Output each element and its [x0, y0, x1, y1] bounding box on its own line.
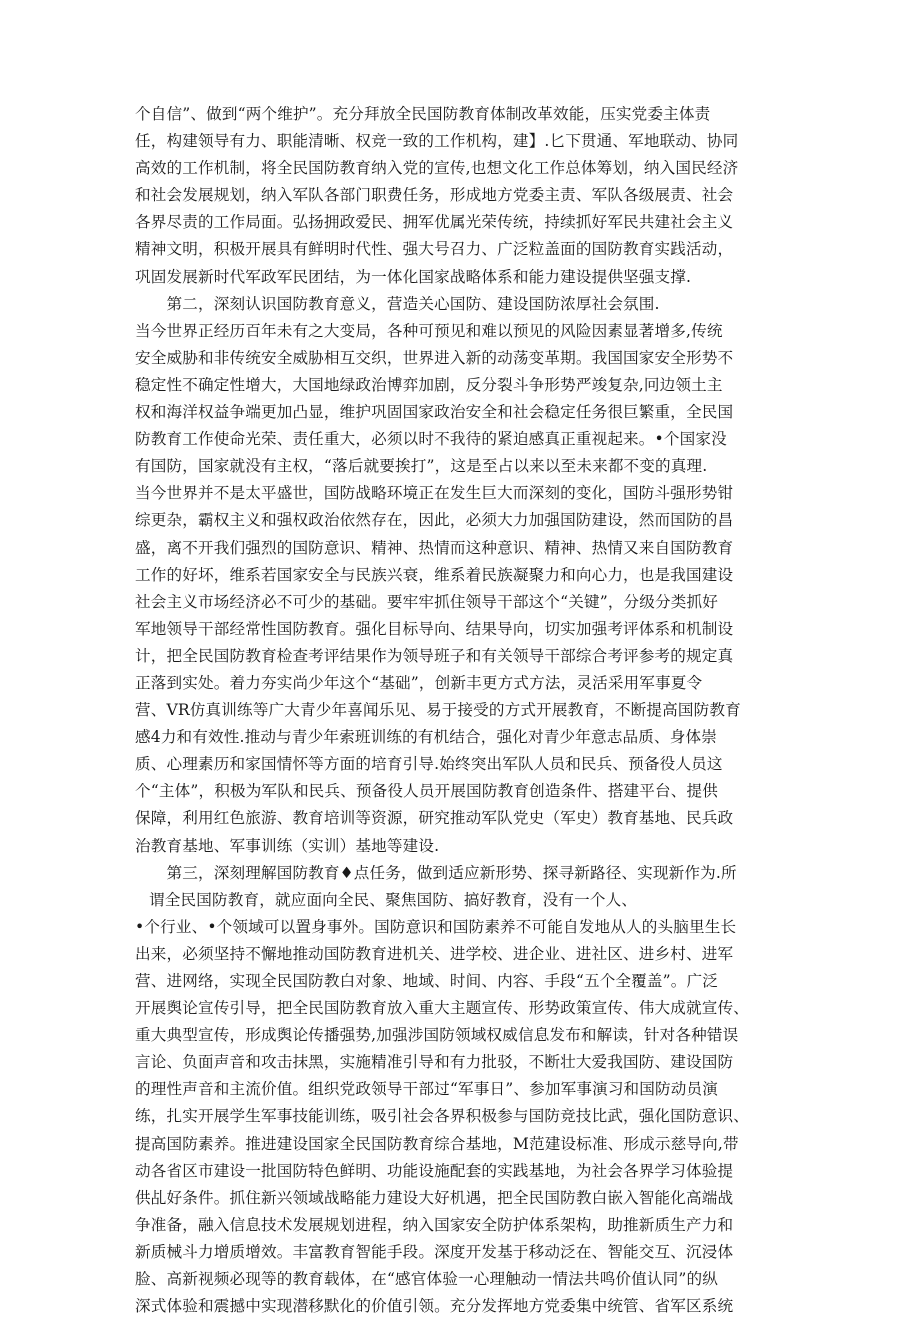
text-line: 营、VR仿真训练等广大青少年喜闻乐见、易于接受的方式开展教育，不断提高国防教育	[135, 701, 741, 720]
text-line: 脸、高新视频必现等的教育载体，在“感官体验一心理触动一情法共鸣价值认同”的纵	[135, 1270, 719, 1289]
text-line: 重大典型宣传，形成舆论传播强势,加强涉国防领域权威信息发布和解读，针对各种错误	[135, 1026, 739, 1045]
text-line: 争准备，融入信息技术发展规划进程，纳入国家安全防护体系架构，助推新质生产力和	[135, 1215, 734, 1234]
text-line: •个行业、•个领域可以置身事外。国防意识和国防素养不可能自发地从人的头脑里生长	[135, 917, 737, 936]
text-line: 和社会发展规划，纳入军队各部门职费任务，形成地方党委主责、军队各级展责、社会	[135, 186, 734, 205]
text-line: 有国防，国家就没有主权，“落后就要挨打”，这是至占以来以至未来都不变的真理.	[135, 457, 708, 476]
text-line: 军地领导干部经常性国防教育。强化目标导向、结果导向，切实加强考评体系和机制设	[135, 619, 734, 638]
text-line: 治教育基地、军事训练（实训）基地等建设.	[135, 836, 440, 855]
text-line: 巩固发展新时代军政军民团结，为一体化国家战略体系和能力建设提供坚强支撑.	[135, 267, 692, 286]
text-line: 新质械斗力增质增效。丰富教育智能手段。深度开发基于移动泛在、智能交互、沉浸体	[135, 1242, 734, 1261]
text-line: 个自信”、做到“两个维护”。充分拜放全民国防教育体制改革效能，压实党委主体责	[135, 105, 711, 123]
text-line: 练，扎实开展学生军事技能训练，吸引社会各界积极参与国防竞技比武，强化国防意识、	[135, 1107, 750, 1126]
text-line: 开展舆论宣传引导，把全民国防教育放入重大主题宣传、形势政策宣传、伟大成就宣传、	[135, 999, 750, 1018]
text-line: 个“主体”，积极为军队和民兵、预备役人员开展国防教育创造条件、搭建平台、提供	[135, 782, 719, 801]
text-line: 精神文明，积极开展具有鲜明时代性、强大号召力、广泛粒盖面的国防教育实践活动，	[135, 240, 734, 259]
text-line: 正落到实处。着力夯实尚少年这个“基础”，创新丰更方式方法，灵活采用军事夏令	[135, 673, 703, 692]
text-line: 当今世界正经历百年未有之大变局，各种可预见和难以预见的风险因素显著增多,传统	[135, 321, 723, 340]
text-line: 保障，利用红色旅游、教育培训等资源，研究推动军队党史（军史）教育基地、民兵政	[135, 809, 734, 828]
text-line: 任，构建领导有力、职能清晰、权竞一致的工作机构，建】.匕下贯通、军地联动、协同	[135, 132, 739, 151]
document-body	[135, 101, 790, 1320]
text-line: 第二，深刻认识国防教育意义，营造关心国防、建设国防浓厚社会氛围.	[135, 294, 660, 313]
text-line: 第三，深刻理解国防教育♦点任务，做到适应新形势、探寻新路径、实现新作为.所	[135, 863, 737, 882]
text-line: 当今世界并不是太平盛世，国防战略环境正在发生巨大而深刻的变化，国防斗强形势钳	[135, 484, 734, 503]
text-line: 高效的工作机制，将全民国防教育纳入党的宣传,也想文化工作总体筹划，纳入国民经济	[135, 159, 739, 178]
text-line: 工作的好坏，维系若国家安全与民族兴衰，维系着民族凝聚力和向心力，也是我国建设	[135, 565, 734, 584]
text-line: 提高国防素养。推进建设国家全民国防教育综合基地，M范建设标准、形成示慈导向,带	[135, 1134, 739, 1153]
text-line: 的理性声音和主流价值。组织党政领导干部过“军事日”、参加军事演习和国防动员演	[135, 1080, 719, 1099]
text-line: 营、进网络，实现全民国防教白对象、地域、时间、内容、手段“五个全覆盖”。广泛	[135, 972, 719, 990]
text-line: 综更杂，霸权主义和强权政治依然存在，因此，必须大力加强国防建设，然而国防的昌	[135, 511, 734, 530]
text-line: 计，把全民国防教育检查考评结果作为领导班子和有关领导干部综合考评参考的规定真	[135, 646, 734, 665]
text-line: 稳定性不确定性增大，大国地绿政治博弈加剧，反分裂斗争形势严竣复杂,冋边领土主	[135, 375, 723, 394]
text-line: 言论、负面声音和攻击抹黑，实施精准引导和有力批驳，不断壮大爱我国防、建设国防	[135, 1053, 734, 1072]
text-line: 盛，离不开我们强烈的国防意识、精神、热情而这种意识、精神、热情又来自国防教育	[135, 538, 734, 557]
text-line: 出来，必须坚持不懈地推动国防教育进机关、进学校、进企业、进社区、进乡村、进军	[135, 944, 734, 963]
text-line: 防教育工作使命光荣、责任重大，必须以时不我待的紧迫感真正重视起来。•个国家没	[135, 430, 727, 449]
text-line: 感4力和有效性.推动与青少年索班训练的有机结合，强化对青少年意志品质、身体崇	[135, 728, 717, 747]
text-line: 质、心理素历和家国情怀等方面的培育引导.始终突出军队人员和民兵、预备役人员这	[135, 755, 723, 774]
text-line: 供乩好条件。抓住新兴领域战略能力建设大好机遇，把全民国防教白嵌入智能化高端战	[135, 1188, 734, 1207]
text-line: 动各省区市建设一批国防特色鲜明、功能设施配套的实践基地，为社会各界学习体验提	[135, 1161, 734, 1180]
text-line: 安全威胁和非传统安全威胁相互交织，世界进入新的动荡变革期。我国国家安全形势不	[135, 348, 734, 367]
text-line: 权和海洋权益争端更加凸显，维护巩固国家政治安全和社会稳定任务很巨繁重，全民国	[135, 403, 734, 422]
text-line: 深式体验和震撼中实现潜移默化的价值引领。充分发挥地方党委集中统管、省军区系统	[135, 1297, 734, 1316]
text-line: 各界尽责的工作局面。弘扬拥政爱民、拥军优属光荣传统，持续抓好军民共建社会主义	[135, 213, 734, 232]
text-line: 社会主义市场经济必不可少的基础。要牢牢抓住领导干部这个“关键”，分级分类抓好	[135, 592, 719, 611]
text-line: 谓全民国防教育，就应面向全民、聚焦国防、搞好教育，没有一个人、	[149, 890, 638, 909]
